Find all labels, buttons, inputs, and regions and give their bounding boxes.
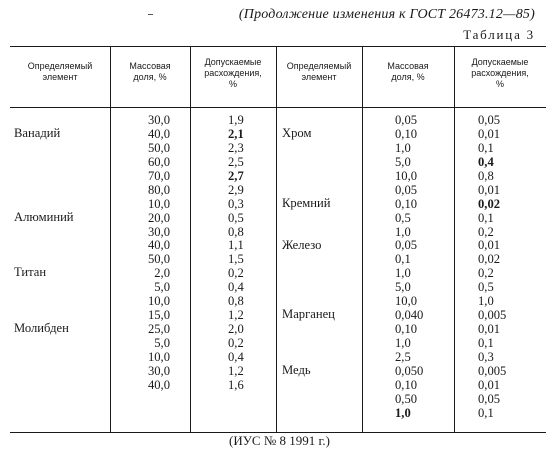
data-table: [10, 46, 546, 433]
mass-fraction: 10,0: [395, 168, 418, 183]
mass-fraction: 0,05: [395, 182, 418, 197]
mass-fraction: 15,0: [147, 308, 170, 323]
mass-fraction: 50,0: [147, 140, 170, 155]
table-row: [10, 211, 546, 225]
mass-fraction: 0,10: [395, 126, 418, 141]
table-row: [10, 392, 546, 406]
header-tolerance-right: Допускаемые расхождения, %: [471, 57, 529, 89]
table-label: Таблица 3: [463, 27, 535, 42]
tolerance-value: 0,5: [228, 210, 244, 225]
mass-fraction: 0,040: [395, 308, 424, 323]
element-name: Титан: [14, 265, 47, 280]
tolerance-value: 0,005: [478, 363, 507, 378]
mass-fraction: 25,0: [147, 322, 170, 337]
tolerance-value: 0,5: [478, 280, 494, 295]
table-row: [10, 336, 546, 350]
table-row: [10, 364, 546, 378]
mass-fraction: 1,0: [395, 224, 411, 239]
mass-fraction: 0,05: [395, 113, 418, 127]
tolerance-value: 2,9: [228, 182, 244, 197]
tolerance-value: 0,4: [228, 280, 244, 295]
footer-note: (ИУС № 8 1991 г.): [229, 433, 330, 448]
mass-fraction: 60,0: [147, 154, 170, 169]
mass-fraction: 30,0: [147, 224, 170, 239]
header-mass-right: Массовая доля, %: [387, 61, 429, 82]
table-row: [10, 378, 546, 392]
mass-fraction: 80,0: [147, 182, 170, 197]
tolerance-value: 0,02: [478, 196, 501, 211]
table-row: [10, 280, 546, 294]
mass-fraction: 50,0: [147, 252, 170, 267]
mass-fraction: 0,10: [395, 377, 418, 392]
mass-fraction: 10,0: [147, 349, 170, 364]
tolerance-value: 0,01: [478, 126, 501, 141]
tolerance-value: 0,8: [228, 224, 244, 239]
stray-mark: [148, 14, 153, 15]
tolerance-value: 0,4: [478, 154, 494, 169]
tolerance-value: 0,2: [478, 266, 494, 281]
mass-fraction: 2,0: [154, 266, 170, 281]
header-element-left: Определяемый элемент: [27, 61, 93, 82]
tolerance-value: 0,01: [478, 238, 501, 253]
tolerance-value: 2,5: [228, 154, 244, 169]
mass-fraction: 5,0: [154, 280, 170, 295]
tolerance-value: 0,05: [478, 113, 501, 127]
mass-fraction: 0,050: [395, 363, 424, 378]
header-tolerance-left: Допускаемые расхождения, %: [204, 57, 262, 89]
tolerance-value: 0,1: [478, 210, 494, 225]
tolerance-value: 0,01: [478, 377, 501, 392]
mass-fraction: 0,05: [395, 238, 418, 253]
mass-fraction: 10,0: [395, 294, 418, 309]
element-name: Кремний: [282, 195, 331, 210]
element-name: Ванадий: [14, 126, 61, 140]
table-row: [10, 406, 546, 420]
mass-fraction: 0,10: [395, 322, 418, 337]
tolerance-value: 0,1: [478, 336, 494, 350]
tolerance-value: 0,005: [478, 308, 507, 323]
table-row: [10, 127, 546, 141]
tolerance-value: 0,01: [478, 182, 501, 197]
tolerance-value: 2,3: [228, 140, 244, 155]
mass-fraction: 5,0: [154, 336, 170, 350]
tolerance-value: 0,2: [478, 224, 494, 239]
tolerance-value: 1,0: [478, 294, 494, 309]
tolerance-value: 0,8: [478, 168, 494, 183]
table-row: [10, 322, 546, 336]
mass-fraction: 5,0: [395, 280, 411, 295]
header-element-right: Определяемый элемент: [286, 61, 352, 82]
tolerance-value: 2,1: [228, 126, 244, 141]
mass-fraction: 1,0: [395, 336, 411, 350]
tolerance-value: 1,6: [228, 377, 244, 392]
tolerance-value: 1,9: [228, 113, 244, 127]
table-row: [10, 155, 546, 169]
table-row: [10, 169, 546, 183]
continuation-note: (Продолжение изменения к ГОСТ 26473.12—85): [238, 7, 535, 22]
mass-fraction: 5,0: [395, 154, 411, 169]
mass-fraction: 1,0: [395, 140, 411, 155]
tolerance-value: 2,0: [228, 322, 244, 337]
tolerance-value: 0,05: [478, 391, 501, 406]
tolerance-value: 0,2: [228, 266, 244, 281]
tolerance-value: 1,2: [228, 363, 244, 378]
mass-fraction: 30,0: [147, 363, 170, 378]
tolerance-value: 0,4: [228, 349, 244, 364]
mass-fraction: 40,0: [147, 238, 170, 253]
mass-fraction: 40,0: [147, 377, 170, 392]
tolerance-value: 0,02: [478, 252, 501, 267]
tolerance-value: 1,5: [228, 252, 244, 267]
mass-fraction: 0,10: [395, 196, 418, 211]
table-body: [10, 113, 546, 420]
table-row: [10, 141, 546, 155]
mass-fraction: 0,50: [395, 391, 418, 406]
tolerance-value: 0,1: [478, 140, 494, 155]
element-name: Хром: [282, 126, 312, 140]
mass-fraction: 40,0: [147, 126, 170, 141]
mass-fraction: 10,0: [147, 196, 170, 211]
mass-fraction: 1,0: [395, 405, 411, 420]
mass-fraction: 20,0: [147, 210, 170, 225]
tolerance-value: 0,2: [228, 336, 244, 350]
tolerance-value: 2,7: [228, 168, 244, 183]
table-row: [10, 238, 546, 252]
mass-fraction: 30,0: [147, 113, 170, 127]
element-name: Алюминий: [14, 209, 74, 224]
element-name: Железо: [282, 237, 322, 252]
header-rule: [10, 107, 546, 108]
tolerance-value: 1,1: [228, 238, 244, 253]
table-row: [10, 266, 546, 280]
tolerance-value: 0,01: [478, 322, 501, 337]
mass-fraction: 10,0: [147, 294, 170, 309]
tolerance-value: 1,2: [228, 308, 244, 323]
mass-fraction: 2,5: [395, 349, 411, 364]
header-mass-left: Массовая доля, %: [129, 61, 171, 82]
element-name: Марганец: [282, 307, 335, 322]
mass-fraction: 70,0: [147, 168, 170, 183]
tolerance-value: 0,3: [478, 349, 494, 364]
mass-fraction: 0,1: [395, 252, 411, 267]
mass-fraction: 1,0: [395, 266, 411, 281]
tolerance-value: 0,1: [478, 405, 494, 420]
mass-fraction: 0,5: [395, 210, 411, 225]
element-name: Медь: [282, 362, 311, 377]
tolerance-value: 0,8: [228, 294, 244, 309]
element-name: Молибден: [14, 321, 69, 336]
tolerance-value: 0,3: [228, 196, 244, 211]
